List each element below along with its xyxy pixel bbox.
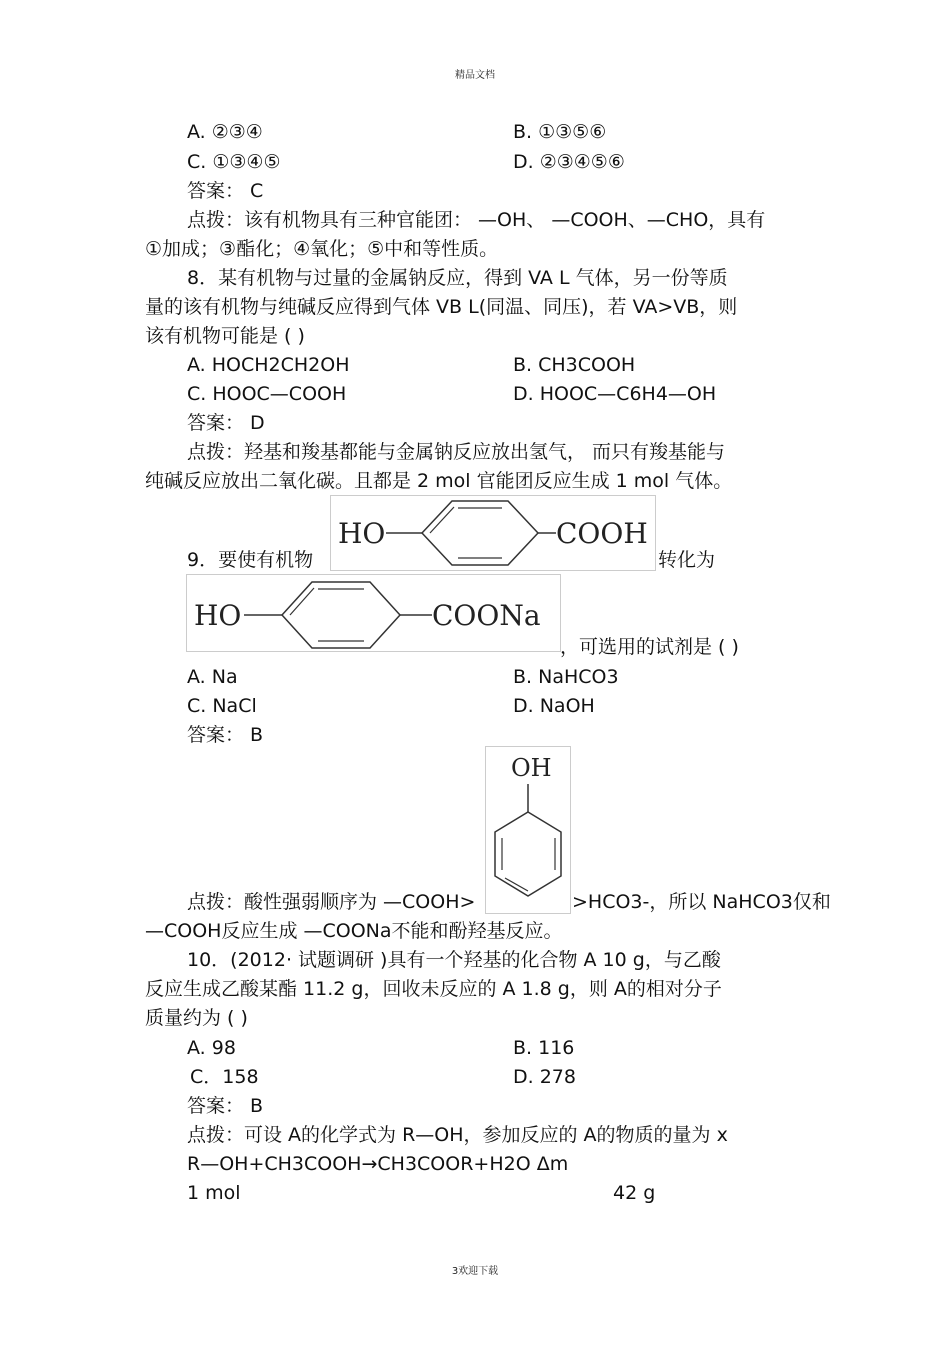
- q7-hint-line-1: 点拨：该有机物具有三种官能团： —OH、 —COOH、—CHO，具有: [187, 209, 766, 231]
- q9-option-c: C. NaCl: [187, 695, 257, 717]
- page-header: 精品文档: [455, 70, 495, 81]
- q9-option-d: D. NaOH: [513, 695, 595, 717]
- q10-option-c: C．158: [190, 1066, 259, 1088]
- q10-stem-line-3: 质量约为 ( ): [145, 1007, 248, 1029]
- mol1-label-right: COOH: [556, 517, 648, 550]
- q9-option-b: B. NaHCO3: [513, 666, 619, 688]
- q9-hint-prefix: 点拨：酸性强弱顺序为 —COOH>: [187, 891, 476, 913]
- q10-hint-mol: 1 mol: [187, 1182, 241, 1204]
- q9-stem-middle: 转化为: [658, 549, 716, 571]
- q10-answer: 答案： B: [187, 1095, 264, 1117]
- q8-hint-line-2: 纯碱反应放出二氧化碳。且都是 2 mol 官能团反应生成 1 mol 气体。: [145, 470, 733, 492]
- q9-stem-suffix: ，可选用的试剂是 ( ): [560, 636, 739, 658]
- q10-option-a: A. 98: [187, 1037, 236, 1059]
- molecule-p-hydroxybenzoic-acid: [330, 495, 656, 571]
- q9-hint-suffix: >HCO3-，所以 NaHCO3仅和: [572, 891, 831, 913]
- q8-option-d: D. HOOC—C6H4—OH: [513, 383, 717, 405]
- q7-option-d: D. ②③④⑤⑥: [513, 151, 625, 173]
- q9-answer: 答案： B: [187, 724, 264, 746]
- q7-option-b: B. ①③⑤⑥: [513, 121, 607, 143]
- q10-hint-mass: 42 g: [613, 1182, 656, 1204]
- q8-option-b: B. CH3COOH: [513, 354, 636, 376]
- mol1-label-left: HO: [338, 517, 386, 550]
- q7-hint-line-2: ①加成；③酯化；④氧化；⑤中和等性质。: [145, 238, 499, 260]
- q9-stem-prefix: 9．要使有机物: [187, 549, 314, 571]
- mol2-label-right: COONa: [432, 599, 541, 632]
- mol3-label-top: OH: [511, 754, 552, 782]
- molecule-sodium-p-hydroxybenzoate: [186, 574, 561, 652]
- q8-stem-line-3: 该有机物可能是 ( ): [145, 325, 305, 347]
- q8-option-c: C. HOOC—COOH: [187, 383, 347, 405]
- q10-option-d: D. 278: [513, 1066, 576, 1088]
- q7-answer: 答案： C: [187, 180, 264, 202]
- page-footer: 3欢迎下载: [451, 1266, 499, 1277]
- mol2-label-left: HO: [194, 599, 242, 632]
- q8-option-a: A. HOCH2CH2OH: [187, 354, 350, 376]
- q7-option-a: A. ②③④: [187, 121, 263, 143]
- q8-stem-line-1: 8．某有机物与过量的金属钠反应，得到 VA L 气体，另一份等质: [187, 267, 728, 289]
- q10-hint-equation: R—OH+CH3COOH→CH3COOR+H2O Δm: [187, 1153, 569, 1175]
- q8-hint-line-1: 点拨：羟基和羧基都能与金属钠反应放出氢气， 而只有羧基能与: [187, 441, 726, 463]
- q10-option-b: B. 116: [513, 1037, 575, 1059]
- molecule-phenol: [485, 746, 571, 914]
- q9-option-a: A. Na: [187, 666, 238, 688]
- q10-stem-line-2: 反应生成乙酸某酯 11.2 g，回收未反应的 A 1.8 g，则 A的相对分子: [145, 978, 722, 1000]
- q9-hint-line-2: —COOH反应生成 —COONa不能和酚羟基反应。: [145, 920, 563, 942]
- q10-hint-line-1: 点拨：可设 A的化学式为 R—OH，参加反应的 A的物质的量为 x: [187, 1124, 728, 1146]
- q10-stem-line-1: 10．(2012· 试题调研 )具有一个羟基的化合物 A 10 g，与乙酸: [187, 949, 721, 971]
- q8-answer: 答案： D: [187, 412, 265, 434]
- q7-option-c: C. ①③④⑤: [187, 151, 281, 173]
- q8-stem-line-2: 量的该有机物与纯碱反应得到气体 VB L(同温、同压)，若 VA>VB，则: [145, 296, 738, 318]
